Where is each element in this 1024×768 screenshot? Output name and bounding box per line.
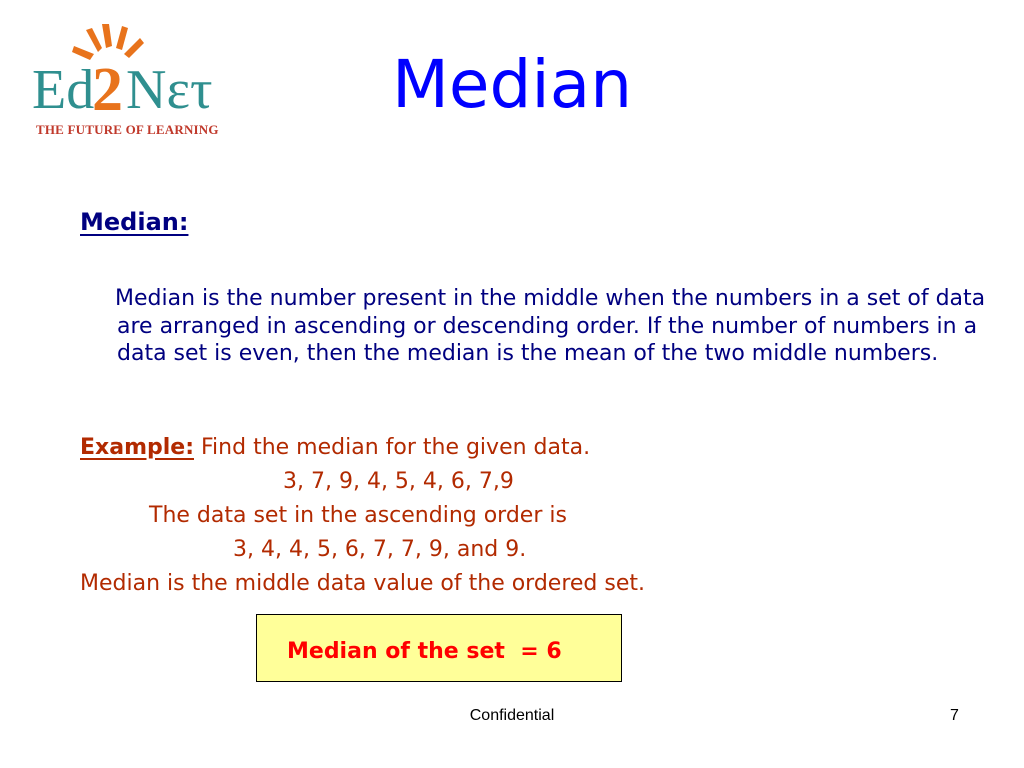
example-line — [80, 437, 590, 459]
page-number: 7 — [950, 707, 959, 724]
example-data-set: 3, 7, 9, 4, 5, 4, 6, 7,9 — [283, 469, 514, 494]
svg-text:Ed: Ed — [32, 59, 95, 121]
svg-text:Nετ: Nετ — [126, 59, 213, 121]
example-prompt: Find the median for the given data. — [201, 435, 591, 460]
example-conclusion: Median is the middle data value of the ordered set. — [80, 571, 646, 596]
logo-tagline: THE FUTURE OF LEARNING — [36, 122, 219, 137]
result-box — [256, 614, 622, 682]
median-subheading: Median: — [80, 208, 189, 236]
svg-text:2: 2 — [92, 56, 123, 124]
ordered-intro: The data set in the ascending order is — [149, 503, 567, 528]
footer-confidential: Confidential — [469, 707, 555, 724]
example-label: Example: — [80, 435, 194, 460]
median-definition: Median is the number present in the middle when the numbers in a set of data are arranged in ascending or descending order. If the number of numbers in a data set is even, then the median is the mean of the two middle numbers. — [115, 286, 986, 366]
ordered-set: 3, 4, 4, 5, 6, 7, 7, 9, and 9. — [233, 537, 527, 562]
slide-title: Median — [391, 46, 633, 123]
median-result: Median of the set = 6 — [287, 639, 562, 664]
